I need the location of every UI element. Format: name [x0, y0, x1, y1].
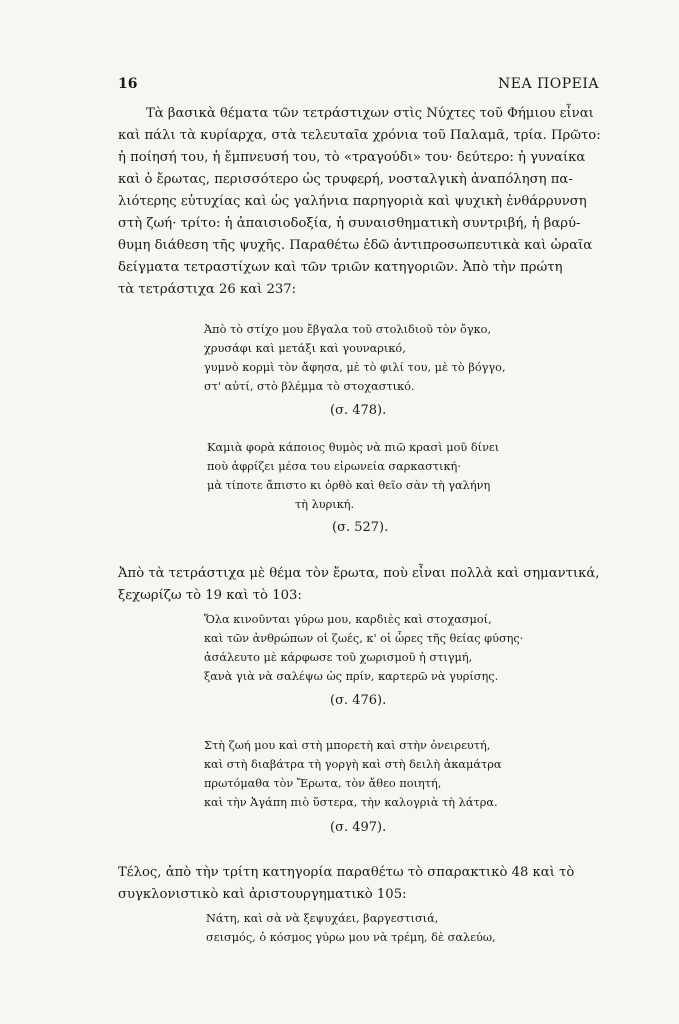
- text-line: συγκλονιστικὸ καὶ ἀριστουργηματικὸ 105:: [118, 887, 407, 902]
- text-line: Ἀπὸ τὰ τετράστιχα μὲ θέμα τὸν ἔρωτα, ποὺ εἶναι πολλὰ καὶ σημαντικά,: [118, 566, 600, 581]
- verse-line: σεισμός, ὁ κόσμος γύρω μου νὰ τρέμη, δὲ σαλεύω,: [206, 931, 496, 944]
- verse-line: πρωτόμαθα τὸν Ἔρωτα, τὸν ἄθεο ποιητή,: [204, 777, 442, 790]
- verse-line: Στὴ ζωή μου καὶ στὴ μπορετὴ καὶ στὴν ὀνειρευτή,: [204, 739, 491, 752]
- verse-line: ξανὰ γιὰ νὰ σαλέψω ὡς πρίν, καρτερῶ νὰ γυρίσης.: [204, 670, 499, 683]
- verse-line: ποὺ ἀφρίζει μέσα του εἰρωνεία σαρκαστική·: [207, 460, 461, 473]
- poem-quatrain-26: [204, 320, 506, 396]
- verse-line: στ' αὐτί, στὸ βλέμμα τὸ στοχαστικό.: [204, 380, 415, 393]
- poem-quatrain-103: [204, 736, 502, 812]
- verse-line: καὶ στὴ διαβάτρα τὴ γοργὴ καὶ στὴ δειλὴ ἀκαμάτρα: [204, 758, 502, 771]
- text-line: καὶ ὁ ἔρωτας, περισσότερο ὡς τρυφερή, νοσταλγικὴ ἀναπόληση πα-: [118, 172, 573, 187]
- verse-line: ἀσάλευτο μὲ κάρφωσε τοῦ χωρισμοῦ ἡ στιγμή,: [204, 651, 473, 664]
- verse-line: χρυσάφι καὶ μετάξι καὶ γουναρικό,: [204, 342, 406, 355]
- love-theme-paragraph: [118, 563, 625, 607]
- text-line: καὶ πάλι τὰ κυρίαρχα, στὰ τελευταῖα χρόνια τοῦ Παλαμᾶ, τρία. Πρῶτο:: [118, 128, 601, 143]
- intro-paragraph: [118, 103, 625, 301]
- page-citation: (σ. 527).: [332, 520, 389, 535]
- page-number: 16: [118, 76, 138, 92]
- page-header: [118, 76, 599, 96]
- page-citation: (σ. 497).: [330, 820, 387, 835]
- text-line: Τέλος, ἀπὸ τὴν τρίτη κατηγορία παραθέτω τὸ σπαρακτικὸ 48 καὶ τὸ: [118, 865, 575, 880]
- verse-line: καὶ τὴν Ἀγάπη πιὸ ὕστερα, τὴν καλογριὰ τὴ λάτρα.: [204, 796, 498, 809]
- verse-line: τὴ λυρική.: [295, 498, 355, 511]
- poem-quatrain-48: [206, 909, 496, 947]
- text-line: θυμη διάθεση τῆς ψυχῆς. Παραθέτω ἐδῶ ἀντιπροσωπευτικὰ καὶ ὡραῖα: [118, 238, 593, 253]
- despair-theme-paragraph: [118, 862, 625, 906]
- text-line: ξεχωρίζω τὸ 19 καὶ τὸ 103:: [118, 588, 302, 603]
- verse-line: Ἀπὸ τὸ στίχο μου ἔβγαλα τοῦ στολιδιοῦ τὸν ὄγκο,: [204, 323, 492, 336]
- text-line: λιότερης εὐτυχίας καὶ ὡς γαλήνια παρηγοριὰ καὶ ψυχικὴ ἐνθάρρυνση: [118, 194, 587, 209]
- page-citation: (σ. 476).: [330, 693, 387, 708]
- journal-title: ΝΕΑ ΠΟΡΕΙΑ: [498, 76, 599, 92]
- text-line: ἡ ποίησή του, ἡ ἔμπνευσή του, τὸ «τραγούδι» του· δεύτερο: ἡ γυναίκα: [118, 150, 586, 165]
- verse-line: Ὅλα κινοῦνται γύρω μου, καρδιὲς καὶ στοχασμοί,: [204, 613, 492, 626]
- verse-line: Νάτη, καὶ σὰ νὰ ξεψυχάει, βαργεστισιά,: [206, 912, 439, 925]
- verse-line: γυμνὸ κορμὶ τὸν ἄφησα, μὲ τὸ φιλί του, μὲ τὸ βόγγο,: [204, 361, 506, 374]
- poem-quatrain-19: [204, 610, 523, 686]
- verse-line: μὰ τίποτε ἄπιστο κι ὀρθὸ καὶ θεῖο σὰν τὴ γαλήνη: [207, 479, 491, 492]
- text-line: στὴ ζωή· τρίτο: ἡ ἀπαισιοδοξία, ἡ συναισθηματικὴ συντριβή, ἡ βαρύ-: [118, 216, 581, 231]
- verse-line: καὶ τῶν ἀνθρώπων οἱ ζωές, κ' οἱ ὧρες τῆς θείας φύσης·: [204, 632, 524, 645]
- text-line: Τὰ βασικὰ θέματα τῶν τετράστιχων στὶς Νύχτες τοῦ Φήμιου εἶναι: [146, 106, 594, 121]
- text-line: δείγματα τετραστίχων καὶ τῶν τριῶν κατηγοριῶν. Ἀπὸ τὴν πρώτη: [118, 260, 563, 275]
- text-line: τὰ τετράστιχα 26 καὶ 237:: [118, 282, 297, 297]
- verse-line: Καμιὰ φορὰ κάποιος θυμὸς νὰ πιῶ κρασὶ μοῦ δίνει: [207, 441, 500, 454]
- poem-quatrain-237: [207, 438, 499, 514]
- page-citation: (σ. 478).: [330, 403, 387, 418]
